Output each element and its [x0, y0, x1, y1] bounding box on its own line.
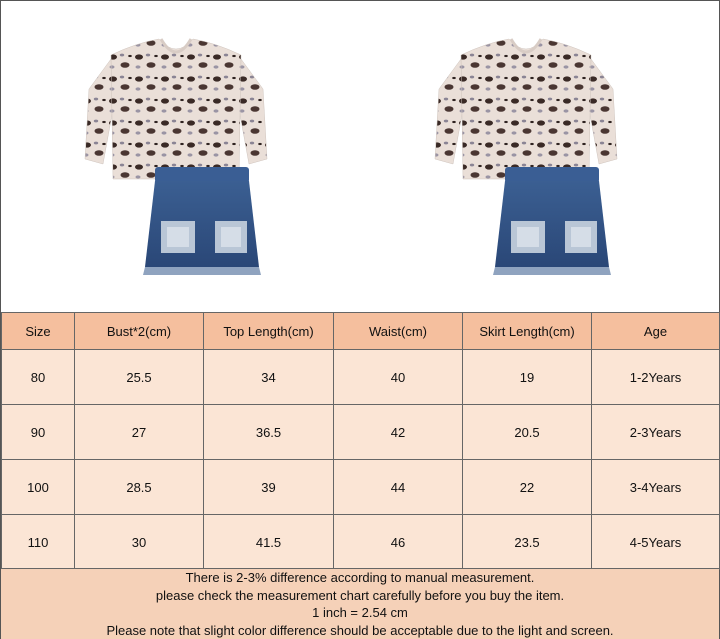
cell-bust: 28.5 — [75, 460, 204, 515]
cell-size: 100 — [2, 460, 75, 515]
cell-bust: 30 — [75, 515, 204, 570]
cell-waist: 46 — [334, 515, 463, 570]
header-bust: Bust*2(cm) — [75, 313, 204, 350]
cell-age: 3-4Years — [592, 460, 720, 515]
outfit-photo-left — [81, 29, 271, 284]
cell-top-length: 36.5 — [204, 405, 334, 460]
cell-age: 1-2Years — [592, 350, 720, 405]
header-size: Size — [2, 313, 75, 350]
outfit-photo-right — [431, 29, 621, 284]
cell-skirt-length: 23.5 — [463, 515, 592, 570]
cell-bust: 27 — [75, 405, 204, 460]
cell-size: 80 — [2, 350, 75, 405]
cell-skirt-length: 20.5 — [463, 405, 592, 460]
header-age: Age — [592, 313, 720, 350]
cell-waist: 44 — [334, 460, 463, 515]
cell-top-length: 39 — [204, 460, 334, 515]
product-photos — [1, 1, 719, 312]
cell-skirt-length: 19 — [463, 350, 592, 405]
table-header-row — [2, 313, 720, 350]
note-line: please check the measurement chart carefully before you buy the item. — [155, 587, 565, 603]
note-line: 1 inch = 2.54 cm — [312, 605, 408, 620]
header-top-length: Top Length(cm) — [204, 313, 334, 350]
cell-top-length: 34 — [204, 350, 334, 405]
cell-bust: 25.5 — [75, 350, 204, 405]
table-row — [2, 460, 720, 515]
cell-size: 90 — [2, 405, 75, 460]
table-row — [2, 405, 720, 460]
note-line: Please note that slight color difference should be acceptable due to the light and screen. — [106, 622, 614, 638]
cell-waist: 42 — [334, 405, 463, 460]
cell-waist: 40 — [334, 350, 463, 405]
cell-age: 2-3Years — [592, 405, 720, 460]
note-line: There is 2-3% difference according to manual measurement. — [185, 570, 535, 585]
cell-top-length: 41.5 — [204, 515, 334, 570]
size-chart-table — [1, 312, 720, 570]
cell-age: 4-5Years — [592, 515, 720, 570]
table-row — [2, 515, 720, 570]
header-waist: Waist(cm) — [334, 313, 463, 350]
table-row — [2, 350, 720, 405]
cell-size: 110 — [2, 515, 75, 570]
measurement-notes — [1, 568, 719, 639]
header-skirt-length: Skirt Length(cm) — [463, 313, 592, 350]
cell-skirt-length: 22 — [463, 460, 592, 515]
